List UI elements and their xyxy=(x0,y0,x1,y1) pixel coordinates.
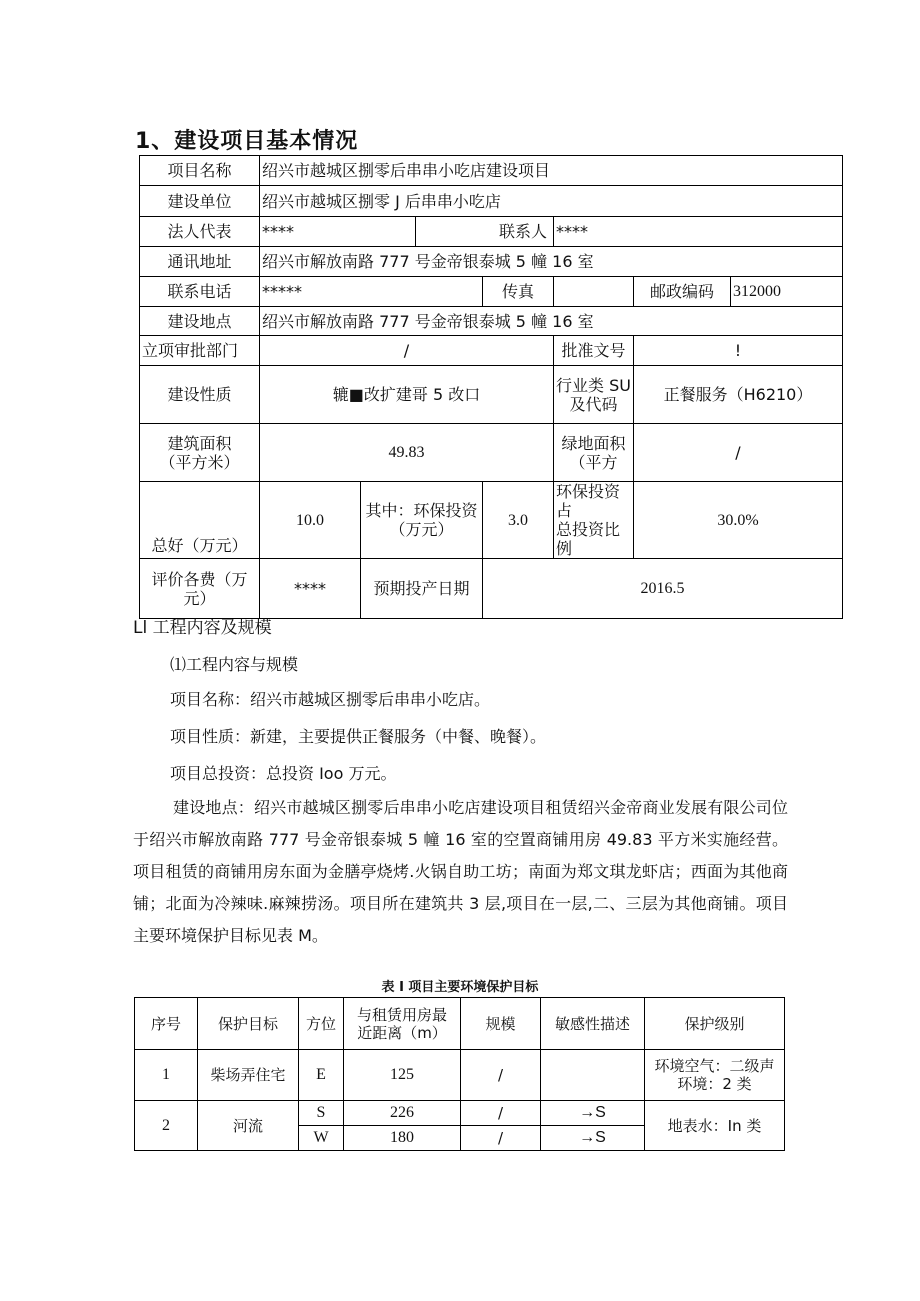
env-inv-label-line1: 其中：环保投资 xyxy=(365,501,478,520)
env-inv-value: 3.0 xyxy=(483,482,554,559)
env-ratio-label-line1: 环保投资占 xyxy=(556,482,621,520)
row1-level xyxy=(645,1050,785,1101)
table-row xyxy=(135,1050,785,1101)
industry-label-line1: 行业类 SU xyxy=(556,375,631,395)
project-nature-line: 项目性质：新建，主要提供正餐服务（中餐、晚餐）。 xyxy=(170,727,547,746)
env-inv-label-line2: （万元） xyxy=(389,520,454,539)
fax-value xyxy=(554,277,634,307)
env-ratio-label-line2: 总投资比例 xyxy=(556,520,621,558)
row-area xyxy=(140,424,843,482)
header-distance-line1: 与租赁用房最 xyxy=(356,1005,447,1024)
row2-direction-b: W xyxy=(299,1126,344,1151)
subsection-title: Ll 工程内容及规模 xyxy=(133,618,272,638)
row-phone xyxy=(140,277,843,307)
env-target-table xyxy=(134,997,785,1151)
section-title: 1、建设项目基本情况 xyxy=(135,129,359,154)
table-caption: 表 I 项目主要环境保护目标 xyxy=(381,980,539,995)
total-label: 总好（万元） xyxy=(140,482,260,559)
row1-target: 柴场弄住宅 xyxy=(198,1050,299,1101)
table-row xyxy=(135,1101,785,1126)
table-header-row xyxy=(135,998,785,1050)
eval-fee-label-line2: 元） xyxy=(183,588,216,608)
env-inv-label xyxy=(361,482,483,559)
row2-sensitivity-b: →S xyxy=(541,1126,645,1151)
contact-label: 联系人 xyxy=(416,217,554,247)
row-project-name xyxy=(140,156,843,186)
approval-dept-value: / xyxy=(260,336,554,366)
project-name-line: 项目名称：绍兴市越城区捌零后串串小吃店。 xyxy=(170,690,491,709)
phone-label: 联系电话 xyxy=(140,277,260,307)
env-ratio-label xyxy=(554,482,634,559)
phone-value: ***** xyxy=(260,277,483,307)
row2-distance-b: 180 xyxy=(344,1126,461,1151)
postcode-value: 312000 xyxy=(731,277,843,307)
row2-distance-a: 226 xyxy=(344,1101,461,1126)
eval-fee-value: **** xyxy=(260,559,361,619)
industry-value: 正餐服务（H6210） xyxy=(634,366,843,424)
row2-target: 河流 xyxy=(198,1101,299,1151)
basic-info-table xyxy=(139,155,843,619)
fax-label: 传真 xyxy=(483,277,554,307)
project-investment-line: 项目总投资：总投资 Ioo 万元。 xyxy=(170,764,397,783)
row-approval xyxy=(140,336,843,366)
row1-seq: 1 xyxy=(135,1050,198,1101)
row1-direction: E xyxy=(299,1050,344,1101)
unit-value: 绍兴市越城区捌零 J 后串串小吃店 xyxy=(260,186,843,217)
row-nature xyxy=(140,366,843,424)
row-legal xyxy=(140,217,843,247)
area-value: 49.83 xyxy=(260,424,554,482)
row1-level-line1: 环境空气：二级声 xyxy=(654,1057,775,1075)
eval-fee-label xyxy=(140,559,260,619)
row-eval-fee xyxy=(140,559,843,619)
approval-dept-label: 立项审批部门 xyxy=(140,336,260,366)
row1-distance: 125 xyxy=(344,1050,461,1101)
approval-no-value: ! xyxy=(634,336,843,366)
site-value: 绍兴市解放南路 777 号金帝银泰城 5 幢 16 室 xyxy=(260,307,843,336)
row1-scale: / xyxy=(461,1050,541,1101)
site-paragraph: 建设地点：绍兴市越城区捌零后串串小吃店建设项目租赁绍兴金帝商业发展有限公司位于绍兴市解放南路 777 号金帝银泰城 5 幢 16 室的空置商铺用房 49.83 平方米实施经营。项目租赁的商铺用房东面为金膳亭烧烤.火锅自助工坊；南面为郑文琪龙虾店；西面为其他商铺；北面为冷辣味.麻辣捞汤。项目所在建筑共 3 层,项目在一层,二、三层为其他商铺。项目主要环境保护目标见表 M。 xyxy=(133,798,788,945)
row2-level: 地表水：In 类 xyxy=(645,1101,785,1151)
project-name-label: 项目名称 xyxy=(140,156,260,186)
row-address xyxy=(140,247,843,277)
green-label xyxy=(554,424,634,482)
green-label-line1: 绿地面积 xyxy=(561,433,626,453)
row-unit xyxy=(140,186,843,217)
green-value: / xyxy=(634,424,843,482)
header-target: 保护目标 xyxy=(198,998,299,1050)
legal-rep-value: **** xyxy=(260,217,416,247)
contact-value: **** xyxy=(554,217,843,247)
total-value: 10.0 xyxy=(260,482,361,559)
site-label: 建设地点 xyxy=(140,307,260,336)
header-distance xyxy=(344,998,461,1050)
row-site xyxy=(140,307,843,336)
project-name-value: 绍兴市越城区捌零后串串小吃店建设项目 xyxy=(260,156,843,186)
start-date-label: 预期投产日期 xyxy=(361,559,483,619)
green-label-line2: （平方 xyxy=(569,452,618,472)
address-value: 绍兴市解放南路 777 号金帝银泰城 5 幢 16 室 xyxy=(260,247,843,277)
row1-sensitivity xyxy=(541,1050,645,1101)
legal-rep-label: 法人代表 xyxy=(140,217,260,247)
header-scale: 规模 xyxy=(461,998,541,1050)
row2-sensitivity-a: →S xyxy=(541,1101,645,1126)
nature-label: 建设性质 xyxy=(140,366,260,424)
area-label-line1: 建筑面积 xyxy=(167,433,232,453)
approval-no-label: 批准文号 xyxy=(554,336,634,366)
industry-label xyxy=(554,366,634,424)
industry-label-line2: 及代码 xyxy=(569,394,618,414)
env-ratio-value: 30.0% xyxy=(634,482,843,559)
nature-value: 辘■改扩建哥 5 改口 xyxy=(260,366,554,424)
address-label: 通讯地址 xyxy=(140,247,260,277)
postcode-label: 邮政编码 xyxy=(634,277,731,307)
header-distance-line2: 近距离（m） xyxy=(357,1023,447,1042)
row2-scale-b: / xyxy=(461,1126,541,1151)
row2-scale-a: / xyxy=(461,1101,541,1126)
row2-seq: 2 xyxy=(135,1101,198,1151)
sub-item-heading: ⑴工程内容与规模 xyxy=(170,655,299,674)
row1-level-line2: 环境：2 类 xyxy=(677,1075,752,1093)
row2-direction-a: S xyxy=(299,1101,344,1126)
row-investment xyxy=(140,482,843,559)
area-label-line2: （平方米） xyxy=(159,452,240,472)
header-level: 保护级别 xyxy=(645,998,785,1050)
start-date-value: 2016.5 xyxy=(483,559,843,619)
header-sensitivity: 敏感性描述 xyxy=(541,998,645,1050)
unit-label: 建设单位 xyxy=(140,186,260,217)
eval-fee-label-line1: 评价各费（万 xyxy=(151,569,248,589)
area-label xyxy=(140,424,260,482)
header-direction: 方位 xyxy=(299,998,344,1050)
header-seq: 序号 xyxy=(135,998,198,1050)
